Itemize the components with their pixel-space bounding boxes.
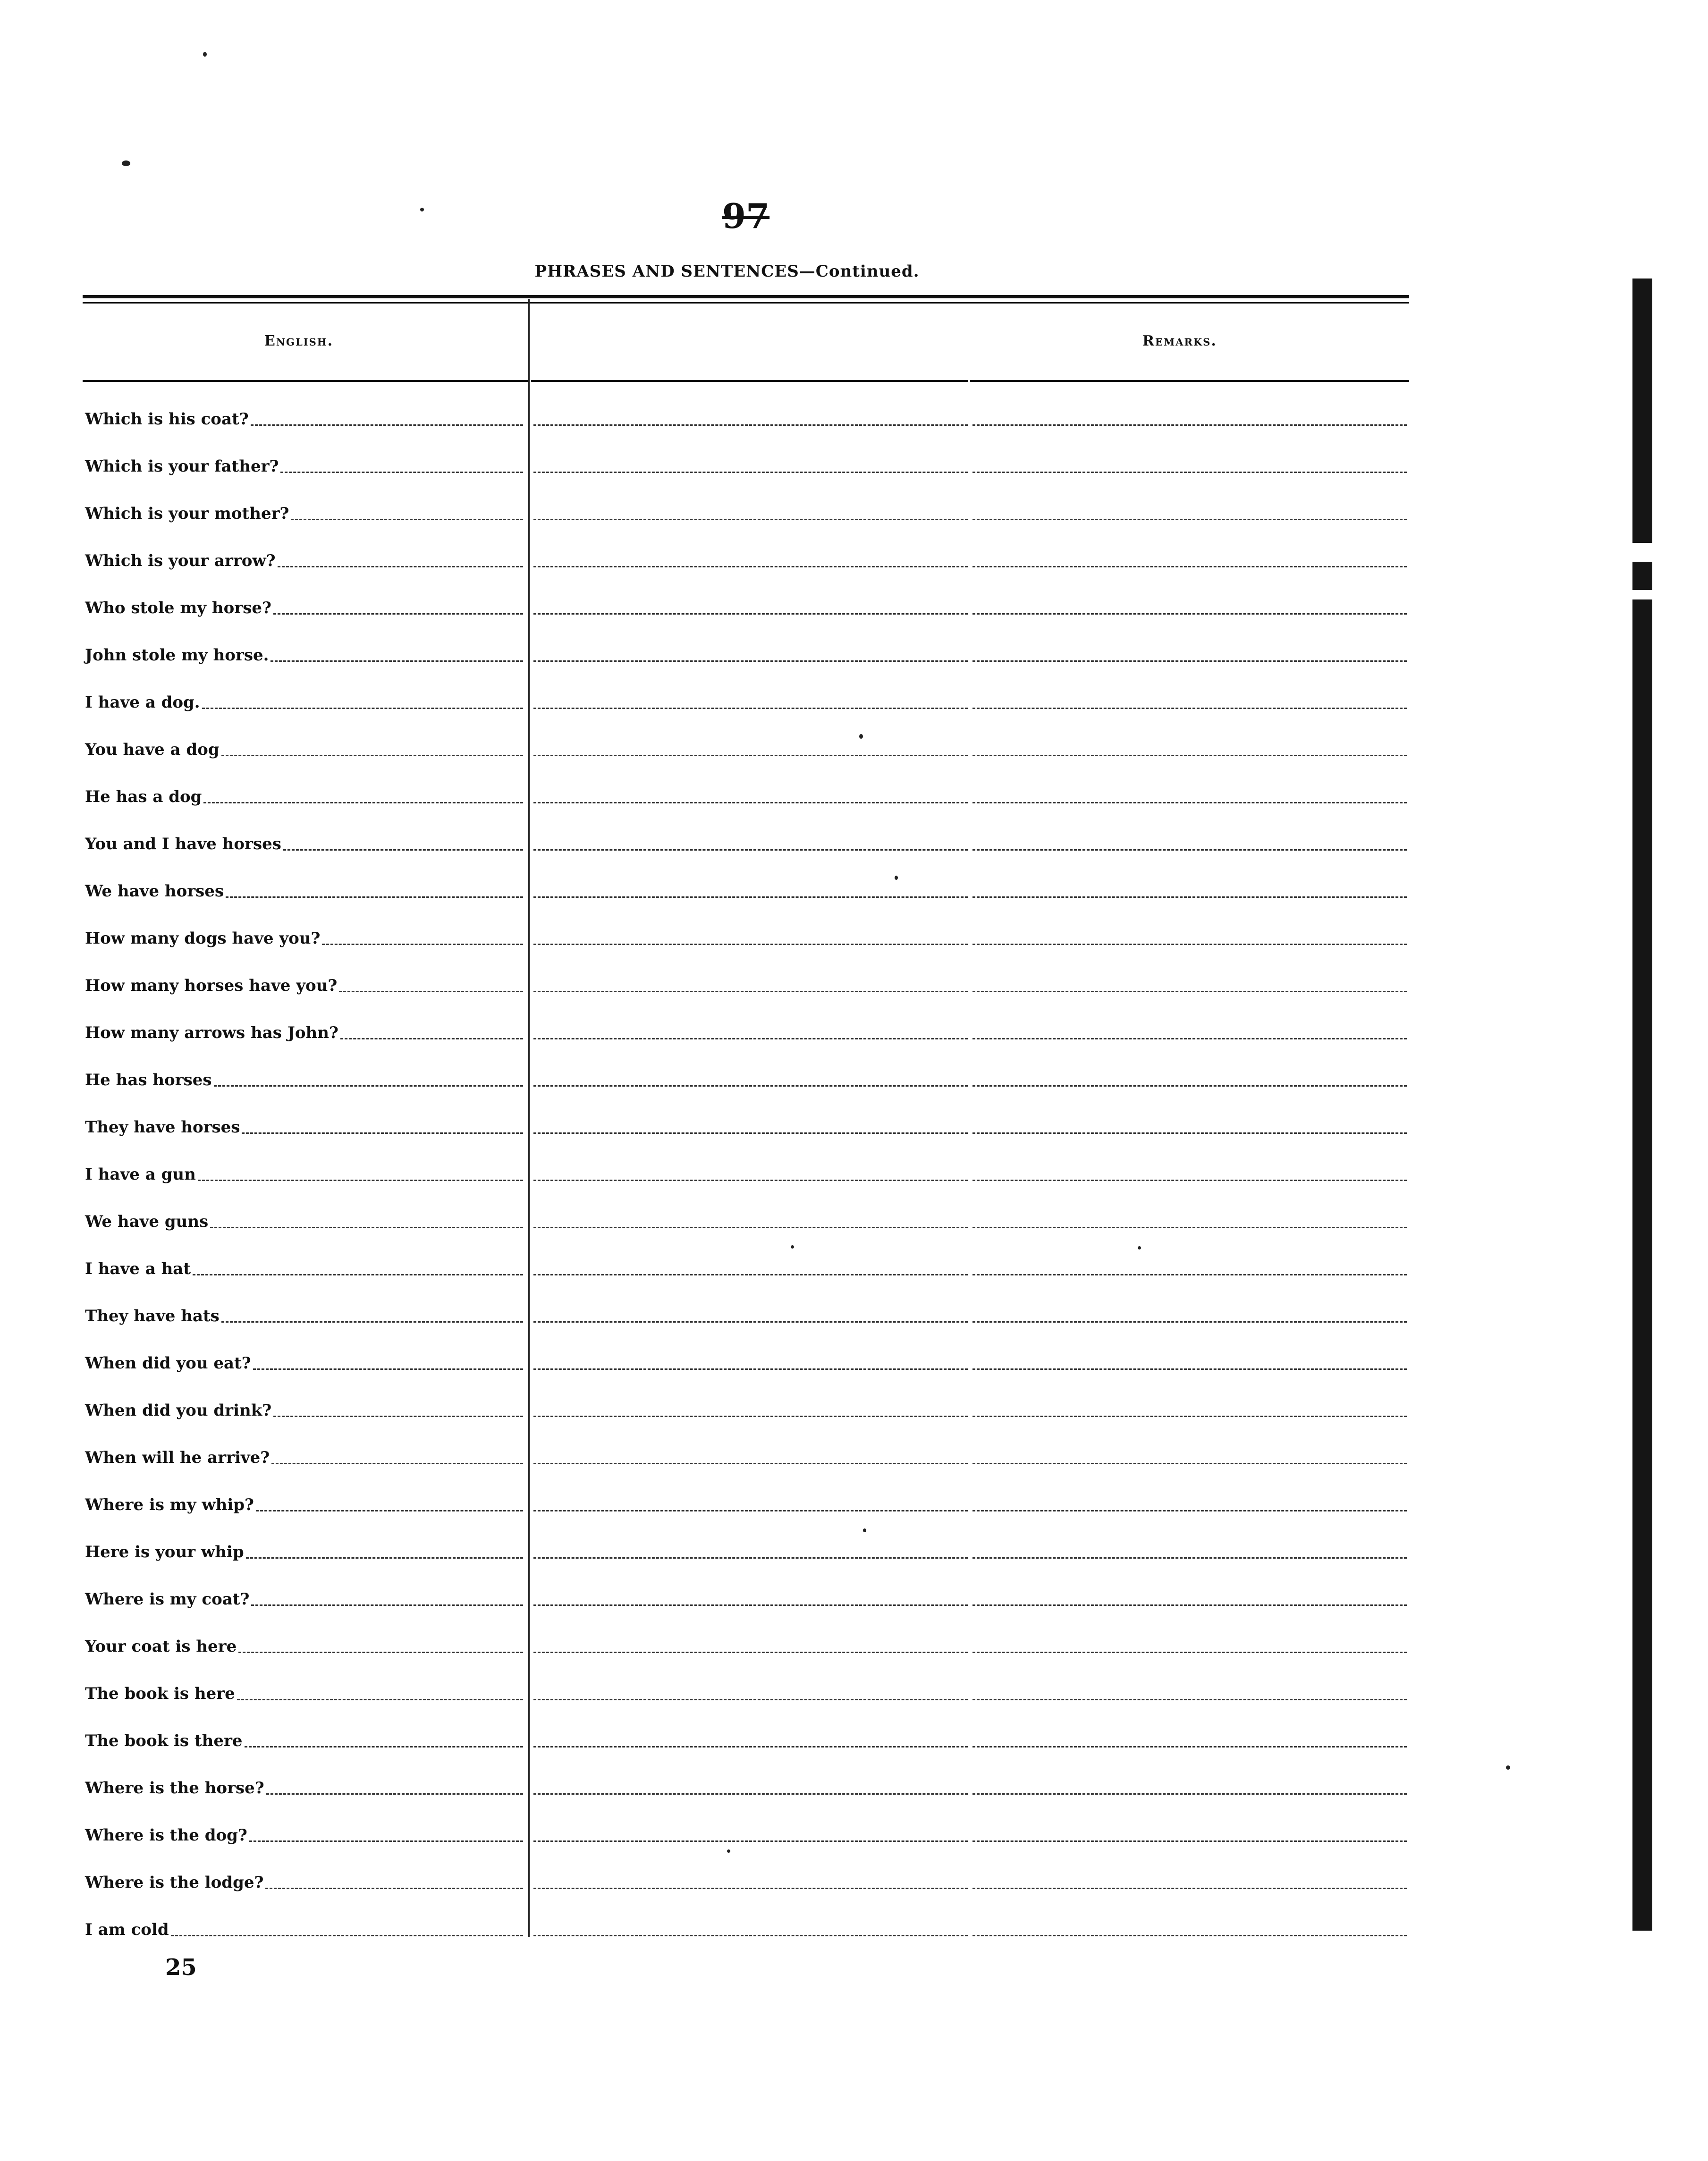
dotted-leader — [273, 1416, 523, 1417]
translation-blank — [533, 849, 968, 851]
folio-number: 25 — [165, 1954, 197, 1981]
translation-blank — [533, 1840, 968, 1842]
remarks-blank — [972, 1746, 1407, 1747]
table-row — [0, 427, 1708, 474]
translation-blank — [533, 802, 968, 803]
translation-blank — [533, 755, 968, 756]
table-row — [0, 1418, 1708, 1466]
translation-blank — [533, 660, 968, 662]
remarks-blank — [972, 1416, 1407, 1417]
binding-strip — [1628, 264, 1656, 1945]
translation-blank — [533, 896, 968, 898]
remarks-blank — [972, 896, 1407, 898]
ink-speck — [863, 1528, 866, 1532]
dotted-leader — [214, 1085, 523, 1087]
table-row — [0, 1041, 1708, 1088]
table-row — [0, 710, 1708, 758]
english-phrase: Here is your whip — [85, 1543, 244, 1562]
phrase-cell — [85, 1025, 529, 1041]
translation-blank — [533, 708, 968, 709]
table-row — [0, 1230, 1708, 1277]
table-row — [0, 569, 1708, 616]
dotted-leader — [339, 991, 523, 992]
table-row — [0, 1088, 1708, 1135]
remarks-blank — [972, 1699, 1407, 1700]
remarks-blank — [972, 1888, 1407, 1889]
dotted-leader — [273, 613, 523, 615]
dotted-leader — [265, 1888, 523, 1889]
english-phrase: Where is the dog? — [85, 1826, 247, 1845]
phrase-cell — [85, 836, 529, 852]
phrase-cell — [85, 1686, 529, 1702]
phrase-cell — [85, 1308, 529, 1324]
phrase-cell — [85, 506, 529, 522]
ink-speck — [1138, 1246, 1141, 1249]
ink-speck — [420, 208, 424, 211]
dotted-leader — [283, 849, 523, 851]
remarks-blank — [972, 1274, 1407, 1275]
english-phrase: You have a dog — [85, 740, 220, 759]
translation-blank — [533, 1793, 968, 1795]
phrase-cell — [85, 930, 529, 946]
phrase-cell — [85, 789, 529, 805]
phrase-cell — [85, 1355, 529, 1371]
english-phrase: Which is your arrow? — [85, 551, 276, 570]
english-phrase: How many horses have you? — [85, 976, 338, 995]
english-phrase: I have a dog. — [85, 693, 200, 712]
phrase-cell — [85, 553, 529, 569]
dotted-leader — [203, 802, 523, 803]
translation-blank — [533, 472, 968, 473]
english-phrase: When will he arrive? — [85, 1448, 270, 1467]
remarks-blank — [972, 519, 1407, 520]
english-phrase: You and I have horses — [85, 835, 281, 853]
english-phrase: Who stole my horse? — [85, 599, 271, 617]
dotted-leader — [226, 896, 523, 898]
dotted-leader — [245, 1746, 523, 1747]
table-row — [0, 805, 1708, 852]
remarks-blank — [972, 1180, 1407, 1181]
dotted-leader — [221, 755, 523, 756]
binding-segment — [1632, 599, 1652, 1931]
translation-blank — [533, 1463, 968, 1464]
dotted-leader — [246, 1557, 523, 1559]
english-phrase: Which is your father? — [85, 457, 279, 476]
translation-blank — [533, 1038, 968, 1039]
ink-speck — [727, 1849, 730, 1853]
dotted-leader — [193, 1274, 523, 1275]
running-title: PHRASES AND SENTENCES—Continued. — [534, 262, 920, 281]
phrase-cell — [85, 694, 529, 710]
binding-segment — [1632, 279, 1652, 543]
english-phrase: I have a hat — [85, 1259, 191, 1278]
table-row — [0, 1655, 1708, 1702]
binding-segment — [1632, 562, 1652, 590]
dotted-leader — [280, 472, 523, 473]
english-phrase: We have horses — [85, 882, 224, 901]
ink-speck — [859, 734, 863, 739]
column-header-remarks: Remarks. — [1142, 333, 1217, 349]
table-row — [0, 1371, 1708, 1418]
dotted-leader — [171, 1935, 523, 1936]
phrase-cell — [85, 1261, 529, 1277]
ink-speck — [895, 876, 898, 880]
english-phrase: How many dogs have you? — [85, 929, 321, 948]
remarks-blank — [972, 1604, 1407, 1606]
phrase-cell — [85, 1922, 529, 1938]
dotted-leader — [202, 708, 523, 709]
dotted-leader — [242, 1132, 523, 1134]
translation-blank — [533, 1180, 968, 1181]
phrase-cell — [85, 1119, 529, 1135]
table-row — [0, 1277, 1708, 1324]
dotted-leader — [237, 1699, 523, 1700]
phrase-cell — [85, 1544, 529, 1560]
table-row — [0, 899, 1708, 946]
english-phrase: When did you eat? — [85, 1354, 251, 1373]
phrase-cell — [85, 1827, 529, 1843]
translation-blank — [533, 1604, 968, 1606]
phrase-cell — [85, 1166, 529, 1182]
english-phrase: We have guns — [85, 1212, 209, 1231]
dotted-leader — [210, 1227, 523, 1228]
remarks-blank — [972, 1510, 1407, 1511]
remarks-blank — [972, 1557, 1407, 1559]
phrase-cell — [85, 1072, 529, 1088]
phrase-cell — [85, 883, 529, 899]
translation-blank — [533, 1368, 968, 1370]
table-row — [0, 1796, 1708, 1843]
remarks-blank — [972, 472, 1407, 473]
dotted-leader — [249, 1840, 523, 1842]
english-phrase: Which is your mother? — [85, 504, 289, 523]
remarks-blank — [972, 1227, 1407, 1228]
remarks-blank — [972, 660, 1407, 662]
table-row — [0, 852, 1708, 899]
table-row — [0, 758, 1708, 805]
remarks-blank — [972, 1085, 1407, 1087]
dotted-leader — [256, 1510, 523, 1511]
english-phrase: The book is here — [85, 1684, 235, 1703]
phrase-cell — [85, 1638, 529, 1655]
dotted-leader — [271, 1463, 523, 1464]
translation-blank — [533, 1888, 968, 1889]
table-row — [0, 1843, 1708, 1891]
english-phrase: Where is my whip? — [85, 1495, 254, 1514]
remarks-blank — [972, 944, 1407, 945]
translation-blank — [533, 1510, 968, 1511]
dotted-leader — [238, 1652, 523, 1653]
table-row — [0, 522, 1708, 569]
remarks-blank — [972, 424, 1407, 426]
dotted-leader — [291, 519, 523, 520]
translation-blank — [533, 991, 968, 992]
remarks-blank — [972, 1463, 1407, 1464]
remarks-blank — [972, 1652, 1407, 1653]
translation-blank — [533, 944, 968, 945]
dotted-leader — [221, 1321, 523, 1323]
english-phrase: They have horses — [85, 1118, 240, 1137]
dotted-leader — [340, 1038, 523, 1039]
remarks-blank — [972, 1132, 1407, 1134]
translation-blank — [533, 1557, 968, 1559]
remarks-blank — [972, 1321, 1407, 1323]
remarks-blank — [972, 566, 1407, 567]
translation-blank — [533, 1132, 968, 1134]
english-phrase: I have a gun — [85, 1165, 196, 1184]
table-row — [0, 994, 1708, 1041]
remarks-blank — [972, 613, 1407, 615]
phrase-cell — [85, 411, 529, 427]
english-phrase: Which is his coat? — [85, 410, 249, 429]
phrase-cell — [85, 1780, 529, 1796]
translation-blank — [533, 613, 968, 615]
phrase-cell — [85, 742, 529, 758]
english-phrase: Where is the lodge? — [85, 1873, 264, 1892]
phrase-cell — [85, 458, 529, 474]
translation-blank — [533, 519, 968, 520]
english-phrase: The book is there — [85, 1731, 243, 1750]
table-row — [0, 663, 1708, 710]
remarks-blank — [972, 1368, 1407, 1370]
table-row — [0, 946, 1708, 994]
remarks-blank — [972, 991, 1407, 992]
english-phrase: When did you drink? — [85, 1401, 272, 1420]
english-phrase: How many arrows has John? — [85, 1023, 338, 1042]
english-phrase: He has a dog — [85, 787, 202, 806]
remarks-blank — [972, 1038, 1407, 1039]
phrase-cell — [85, 1402, 529, 1418]
english-phrase: I am cold — [85, 1920, 169, 1939]
table-row — [0, 1182, 1708, 1230]
dotted-leader — [253, 1368, 523, 1370]
table-row — [0, 1466, 1708, 1513]
dotted-leader — [251, 424, 523, 426]
phrase-cell — [85, 600, 529, 616]
english-phrase: John stole my horse. — [85, 646, 269, 665]
phrase-cell — [85, 1450, 529, 1466]
phrase-cell — [85, 1874, 529, 1891]
translation-blank — [533, 1321, 968, 1323]
translation-blank — [533, 424, 968, 426]
phrase-cell — [85, 978, 529, 994]
ink-speck — [203, 52, 207, 57]
english-phrase: Where is my coat? — [85, 1590, 250, 1609]
dotted-leader — [271, 660, 523, 662]
ink-speck — [1506, 1765, 1510, 1770]
translation-blank — [533, 566, 968, 567]
table-row — [0, 1607, 1708, 1655]
dotted-leader — [251, 1604, 523, 1606]
phrase-cell — [85, 1214, 529, 1230]
remarks-blank — [972, 802, 1407, 803]
dotted-leader — [322, 944, 523, 945]
remarks-blank — [972, 755, 1407, 756]
table-row — [0, 1702, 1708, 1749]
dotted-leader — [266, 1793, 523, 1795]
column-header-english: English. — [264, 333, 334, 349]
english-phrase: Your coat is here — [85, 1637, 237, 1656]
table-row — [0, 1324, 1708, 1371]
english-phrase: They have hats — [85, 1307, 220, 1325]
table-row — [0, 1135, 1708, 1182]
dotted-leader — [198, 1180, 523, 1181]
table-row — [0, 1560, 1708, 1607]
table-row — [0, 380, 1708, 427]
table-row — [0, 1513, 1708, 1560]
remarks-blank — [972, 849, 1407, 851]
translation-blank — [533, 1227, 968, 1228]
translation-blank — [533, 1652, 968, 1653]
phrase-cell — [85, 1591, 529, 1607]
translation-blank — [533, 1085, 968, 1087]
dotted-leader — [278, 566, 523, 567]
translation-blank — [533, 1274, 968, 1275]
table-row — [0, 1749, 1708, 1796]
remarks-blank — [972, 1935, 1407, 1936]
phrase-cell — [85, 1497, 529, 1513]
remarks-blank — [972, 1840, 1407, 1842]
translation-blank — [533, 1935, 968, 1936]
english-phrase: He has horses — [85, 1071, 212, 1089]
table-row — [0, 1891, 1708, 1938]
translation-blank — [533, 1416, 968, 1417]
table-row — [0, 616, 1708, 663]
phrase-cell — [85, 1733, 529, 1749]
phrase-cell — [85, 647, 529, 663]
translation-blank — [533, 1746, 968, 1747]
remarks-blank — [972, 1793, 1407, 1795]
table-row — [0, 474, 1708, 522]
english-phrase: Where is the horse? — [85, 1779, 264, 1798]
ink-speck — [122, 160, 130, 166]
page-number: 97 — [722, 196, 770, 236]
ink-speck — [791, 1245, 794, 1249]
translation-blank — [533, 1699, 968, 1700]
remarks-blank — [972, 708, 1407, 709]
